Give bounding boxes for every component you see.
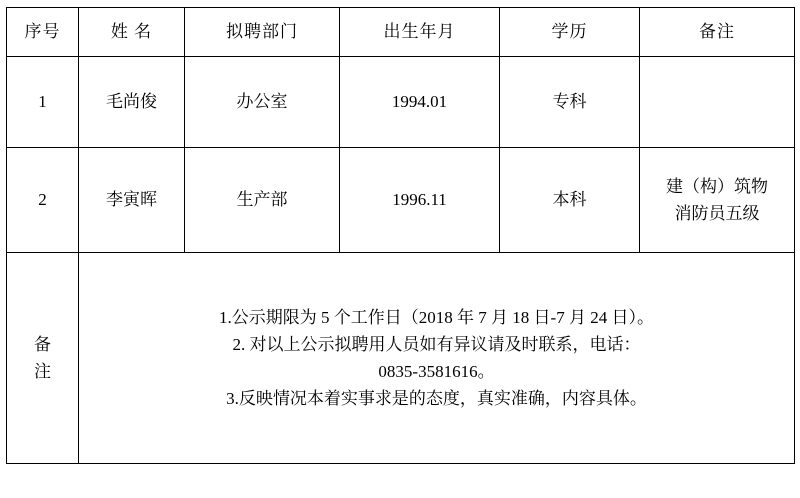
document-page xyxy=(0,7,800,498)
applicant-table xyxy=(6,7,795,464)
header-label-name: 姓 名 xyxy=(110,22,153,42)
cell-note xyxy=(640,148,795,253)
header-cell-birth xyxy=(340,8,500,57)
cell-seq xyxy=(7,148,79,253)
remark-line-4: 3.反映情况本着实事求是的态度，真实准确，内容具体。 xyxy=(226,389,647,409)
cell-dept xyxy=(185,57,340,148)
cell-seq xyxy=(7,57,79,148)
remark-line-2: 2. 对以上公示拟聘用人员如有异议请及时联系，电话： xyxy=(232,334,641,354)
cell-birth xyxy=(340,57,500,148)
remark-label-char-1: 备 xyxy=(34,334,51,354)
value-note-line-2: 消防员五级 xyxy=(674,204,760,223)
value-education: 本科 xyxy=(552,190,587,210)
remark-line-1: 1.公示期限为 5 个工作日（2018 年 7 月 18 日-7 月 24 日）。 xyxy=(219,307,654,327)
remark-row xyxy=(7,253,795,464)
value-birth: 1996.11 xyxy=(392,190,447,210)
cell-name xyxy=(79,57,185,148)
value-dept: 生产部 xyxy=(236,190,288,210)
header-cell-seq xyxy=(7,8,79,57)
remark-body xyxy=(79,253,795,464)
header-cell-education xyxy=(500,8,640,57)
header-label-birth: 出生年月 xyxy=(383,22,456,42)
cell-note xyxy=(640,57,795,148)
value-education: 专科 xyxy=(552,92,587,112)
remark-label-char-2: 注 xyxy=(34,362,51,381)
header-cell-name xyxy=(79,8,185,57)
header-label-dept: 拟聘部门 xyxy=(226,22,298,42)
header-label-note: 备注 xyxy=(699,22,735,42)
header-cell-dept xyxy=(185,8,340,57)
value-note-line-1: 建（构）筑物 xyxy=(666,176,768,196)
value-seq: 2 xyxy=(38,190,47,210)
remark-line-3: 0835-3581616。 xyxy=(378,362,495,381)
value-seq: 1 xyxy=(38,92,47,112)
remark-label xyxy=(7,253,79,464)
value-birth: 1994.01 xyxy=(391,92,448,112)
table-header-row xyxy=(7,8,795,57)
header-label-seq: 序号 xyxy=(24,22,61,42)
table-row xyxy=(7,57,795,148)
value-name: 毛尚俊 xyxy=(106,92,157,112)
cell-education xyxy=(500,57,640,148)
cell-birth xyxy=(340,148,500,253)
cell-education xyxy=(500,148,640,253)
value-name: 李寅晖 xyxy=(106,190,157,210)
cell-name xyxy=(79,148,185,253)
value-dept: 办公室 xyxy=(236,92,288,112)
header-cell-note xyxy=(640,8,795,57)
cell-dept xyxy=(185,148,340,253)
table-row xyxy=(7,148,795,253)
header-label-education: 学历 xyxy=(551,22,588,42)
